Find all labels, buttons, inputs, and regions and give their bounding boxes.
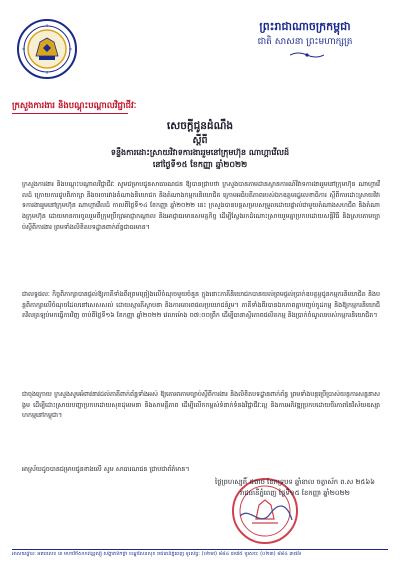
- national-motto: ជាតិ សាសនា ព្រះមហាក្សត្រ: [257, 37, 353, 47]
- ministry-emblem-logo: [16, 18, 78, 80]
- body-paragraph-3: ជាចុងក្រោយ ក្រសួងសូមអំពាវនាវដល់ភាគីពាក់ព័ន្ធទាំងអស់ ឱ្យគោរពតាមច្បាប់ស្តីពីការងារ និងលិខិតបទដ្ឋានពាក់ព័ន្ធ ព្រមទាំងបន្តប្រើប្រាស់យន្តការសន្ទនាសង្គម ដើម្បីដោះស្រាយបញ្ហាប្រកបដោយសុខដុមរមនា និងសាមគ្គីភាព ដើម្បីលើកកម្ពស់ទំនាក់ទំនងវិជ្ជាជីវៈល្អ និងការអភិវឌ្ឍប្រកបដោយចីរភាពនៃវិស័យឧស្សាហកម្មនៅកម្ពុជា។: [22, 391, 380, 420]
- body-paragraph-2: ជាលទ្ធផលៈ កិច្ចពិភាក្សាបានផ្តល់ឱ្យភាគីទាំងពីរព្រមព្រៀងលើចំណុចមួយចំនួន ក្នុងនោះភាគីនិយោជកបានយល់ព្រមផ្តល់ប្រាក់ឧបត្ថម្ភជូនកម្មករនិយោជិត និងបន្តពិភាក្សាលើចំណុចដែលនៅសេសសល់ ដោយស្មារតីស្ថាបនា និងការគោរពផលប្រយោជន៍រួម។ ភាគីទាំងពីរបានឯកភាពគ្នាបញ្ចប់កូដកម្ម និងឱ្យកម្មករនិយោជិតវិលត្រឡប់មកធ្វើការវិញ ចាប់ពីថ្ងៃទី១៦ ខែកញ្ញា ឆ្នាំ២០២២ វេលាម៉ោង ០៧:០០ព្រឹក ដើម្បីធានាស្ថិរភាពផលិតកម្ម និងប្រាក់ចំណូលរបស់កម្មករនិយោជិត។: [22, 291, 380, 320]
- kingdom-header: ព្រះរាជាណាចក្រកម្ពុជា: [259, 20, 351, 33]
- notice-title: សេចក្តីជូនដំណឹង: [166, 120, 234, 132]
- footer-address: អាសយដ្ឋានៈ អគារលេខ ៣ មហាវិថីសហព័ន្ធរុស្ស៊ី សង្កាត់ទឹកថ្លា ខណ្ឌសែនសុខ រាជធានីភ្នំពេញ ទូរស័ព្ទៈ (០២៣) ៨៨៤ ៣៧៥ ទូរសារៈ (០២៣) ៨៨៤ ៣៧៦: [12, 551, 302, 557]
- solar-date: រាជធានីភ្នំពេញ ថ្ងៃទី១៥ ខែកញ្ញា ឆ្នាំ២០២២: [240, 489, 350, 497]
- ministry-name: ក្រសួងការងារ និងបណ្តុះបណ្តាលវិជ្ជាជីវៈ: [12, 101, 137, 111]
- ornament-divider-icon: [290, 51, 324, 59]
- notice-subject: ទន្ទឹងការដោះស្រាយវិវាទការងាររួមនៅក្រុមហ៊ុន ណាហ្គាវើលដ៍: [110, 148, 290, 157]
- notice-date-line: នៅថ្ងៃទី១៥ ខែកញ្ញា ឆ្នាំ២០២២: [152, 160, 248, 169]
- lunar-date: ថ្ងៃព្រហស្បតិ៍ ៥រោច ខែភទ្របទ ឆ្នាំខាល ចត្វាស័ក ព.ស ២៥៦៦: [215, 478, 375, 486]
- body-paragraph-4: អាស្រ័យដូចបានជម្រាបជូនខាងលើ សូម សាធារណជន ជ្រាបជាព័ត៌មាន។: [22, 466, 190, 473]
- body-paragraph-1: ក្រសួងការងារ និងបណ្តុះបណ្តាលវិជ្ជាជីវៈ សូមជម្រាបជូនសាធារណជន ឱ្យបានជ្រាបថា ក្រសួងបានតាមដានស្ថានការណ៍វិវាទការងាររួមនៅក្រុមហ៊ុន ណាហ្គាវើលដ៍ ក្រោយការជួបពិភាក្សា និងចរចារវាងតំណាងនិយោជក និងតំណាងកម្មករនិយោជិត ក្រោមអធិបតីភាពរបស់ឯកឧត្តមរដ្ឋលេខាធិការ ស្តីពីការដោះស្រាយវិវាទការងាររួមនៅក្រុមហ៊ុន ណាហ្គាវើលដ៍ កាលពីថ្ងៃទី១៤ ខែកញ្ញា ឆ្នាំ២០២២ នេះ ក្រសួងបានបន្តសម្របសម្រួលដោយផ្ទាល់ជាមួយតំណាងសហជីព និងតំណាងក្រុមហ៊ុន ដោយមានការចូលរួមពីក្រុមប្រឹក្សាអាជ្ញាកណ្តាល និងអាជ្ញាធរមានសមត្ថកិច្ច ដើម្បីស្វែងរកដំណោះស្រាយរួមគ្នាប្រកបដោយសន្តិវិធី និងស្របតាមច្បាប់ស្តីពីការងារ ព្រមទាំងលិខិតបទដ្ឋានពាក់ព័ន្ធជាធរមាន។: [22, 181, 380, 231]
- notice-subtitle: ស្តីពី: [192, 135, 208, 146]
- ministry-underline: [12, 113, 128, 114]
- footer-divider: [12, 549, 388, 550]
